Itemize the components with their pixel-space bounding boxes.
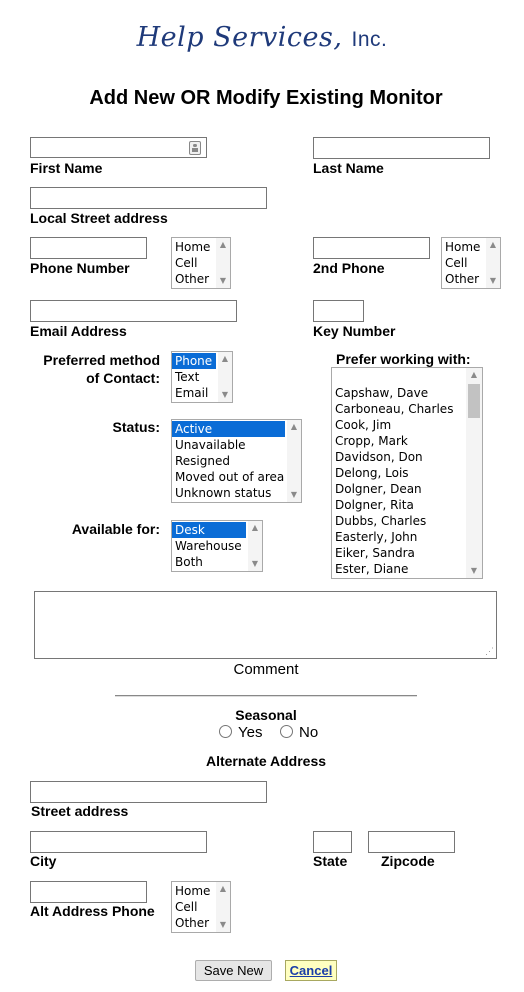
scroll-down-icon[interactable]: ▼ [489, 276, 497, 285]
page-title: Add New OR Modify Existing Monitor [89, 87, 443, 109]
status-option[interactable]: Moved out of area [175, 470, 285, 484]
state-label: State [313, 853, 348, 869]
available-for-listbox[interactable] [171, 520, 263, 572]
zipcode-input[interactable] [368, 831, 455, 853]
first-name-label: First Name [30, 160, 103, 176]
last-name-input[interactable] [313, 137, 490, 159]
phone-type-listbox[interactable] [171, 237, 231, 289]
contact-method-option[interactable]: Email [175, 386, 209, 400]
seasonal-label: Seasonal [235, 707, 297, 723]
alt-phone-label: Alt Address Phone [30, 903, 155, 919]
phone-number-label: Phone Number [30, 260, 130, 276]
resize-grip-icon[interactable]: ⋰ [485, 646, 494, 656]
scrollbar[interactable] [218, 352, 232, 402]
prefer-working-option[interactable]: Carboneau, Charles [335, 402, 454, 416]
prefer-working-option[interactable]: Davidson, Don [335, 450, 423, 464]
available-for-label: Available for: [71, 521, 160, 537]
scroll-up-icon[interactable]: ▲ [251, 523, 259, 532]
company-logo [0, 22, 524, 53]
alt-street-label: Street address [31, 803, 129, 819]
scrollbar[interactable] [486, 238, 500, 288]
contact-method-option-selected[interactable]: Phone [172, 353, 216, 369]
state-input[interactable] [313, 831, 352, 853]
comment-textarea[interactable] [34, 591, 497, 659]
seasonal-no-radio[interactable] [280, 725, 293, 738]
prefer-working-option[interactable]: Capshaw, Dave [335, 386, 429, 400]
scroll-thumb[interactable] [468, 384, 480, 418]
contact-card-icon [189, 141, 201, 155]
prefer-working-option[interactable]: Easterly, John [335, 530, 418, 544]
scrollbar[interactable] [466, 368, 482, 578]
seasonal-yes-radio[interactable] [219, 725, 232, 738]
key-number-input[interactable] [313, 300, 364, 322]
city-label: City [30, 853, 57, 869]
phone-type-option[interactable]: Home [445, 240, 481, 254]
scroll-down-icon[interactable]: ▼ [221, 390, 229, 399]
preferred-contact-label [20, 351, 160, 387]
phone-type-option[interactable]: Home [175, 884, 211, 898]
seasonal-yes-label[interactable]: Yes [238, 724, 263, 741]
prefer-working-option[interactable]: Cook, Jim [335, 418, 392, 432]
alt-street-input[interactable] [30, 781, 267, 803]
seasonal-no-label[interactable]: No [299, 724, 319, 741]
scrollbar[interactable] [287, 420, 301, 502]
available-option[interactable]: Warehouse [175, 539, 242, 553]
scroll-down-icon[interactable]: ▼ [219, 920, 227, 929]
phone-type-option[interactable]: Other [175, 916, 210, 930]
first-name-input[interactable] [30, 137, 207, 158]
scroll-down-icon[interactable]: ▼ [470, 566, 478, 575]
prefer-working-label: Prefer working with: [336, 351, 471, 367]
preferred-contact-label-line1: Preferred method [43, 352, 160, 368]
status-option[interactable]: Resigned [175, 454, 230, 468]
prefer-working-option[interactable]: Dolgner, Rita [335, 498, 414, 512]
scrollbar[interactable] [248, 521, 262, 571]
second-phone-label: 2nd Phone [313, 260, 385, 276]
scroll-down-icon[interactable]: ▼ [251, 559, 259, 568]
last-name-label: Last Name [313, 160, 384, 176]
prefer-working-option[interactable]: Ester, Diane [335, 562, 409, 576]
save-new-button[interactable]: Save New [195, 960, 272, 981]
prefer-working-listbox[interactable] [331, 367, 483, 579]
contact-method-listbox[interactable] [171, 351, 233, 403]
second-phone-type-listbox[interactable] [441, 237, 501, 289]
prefer-working-option[interactable]: Cropp, Mark [335, 434, 408, 448]
phone-type-option[interactable]: Cell [175, 900, 198, 914]
status-option-selected[interactable]: Active [172, 421, 285, 437]
scroll-down-icon[interactable]: ▼ [290, 490, 298, 499]
scrollbar[interactable] [216, 882, 230, 932]
cancel-button[interactable]: Cancel [285, 960, 337, 981]
alt-phone-type-listbox[interactable] [171, 881, 231, 933]
scroll-up-icon[interactable]: ▲ [221, 354, 229, 363]
key-number-label: Key Number [313, 323, 396, 339]
phone-type-option[interactable]: Other [445, 272, 480, 286]
scroll-up-icon[interactable]: ▲ [470, 370, 478, 379]
scrollbar[interactable] [216, 238, 230, 288]
street-address-label: Local Street address [30, 210, 168, 226]
logo-suffix: Inc. [351, 28, 388, 51]
alt-phone-input[interactable] [30, 881, 147, 903]
preferred-contact-label-line2: of Contact: [86, 370, 160, 386]
status-listbox[interactable] [171, 419, 302, 503]
scroll-up-icon[interactable]: ▲ [219, 240, 227, 249]
phone-type-option[interactable]: Home [175, 240, 211, 254]
scroll-up-icon[interactable]: ▲ [489, 240, 497, 249]
prefer-working-option[interactable]: Dolgner, Dean [335, 482, 422, 496]
prefer-working-option[interactable]: Delong, Lois [335, 466, 409, 480]
phone-type-option[interactable]: Cell [445, 256, 468, 270]
contact-method-option[interactable]: Text [175, 370, 200, 384]
prefer-working-option[interactable]: Eiker, Sandra [335, 546, 415, 560]
email-label: Email Address [30, 323, 127, 339]
logo-text: Help Services, [136, 22, 343, 53]
phone-type-option[interactable]: Cell [175, 256, 198, 270]
status-label: Status: [112, 419, 160, 435]
available-option-selected[interactable]: Desk [172, 522, 246, 538]
second-phone-input[interactable] [313, 237, 430, 259]
email-input[interactable] [30, 300, 237, 322]
phone-number-input[interactable] [30, 237, 147, 259]
zipcode-label: Zipcode [381, 853, 435, 869]
status-option[interactable]: Unavailable [175, 438, 246, 452]
alternate-address-heading: Alternate Address [205, 753, 327, 769]
prefer-working-option[interactable]: Dubbs, Charles [335, 514, 427, 528]
comment-label: Comment [233, 661, 299, 678]
status-option[interactable]: Unknown status [175, 486, 272, 500]
scroll-up-icon[interactable]: ▲ [290, 422, 298, 431]
city-input[interactable] [30, 831, 207, 853]
phone-type-option[interactable]: Other [175, 272, 210, 286]
scroll-up-icon[interactable]: ▲ [219, 884, 227, 893]
prefer-working-option[interactable] [332, 369, 482, 385]
available-option[interactable]: Both [175, 555, 203, 569]
street-address-input[interactable] [30, 187, 267, 209]
section-divider [115, 695, 417, 697]
scroll-down-icon[interactable]: ▼ [219, 276, 227, 285]
